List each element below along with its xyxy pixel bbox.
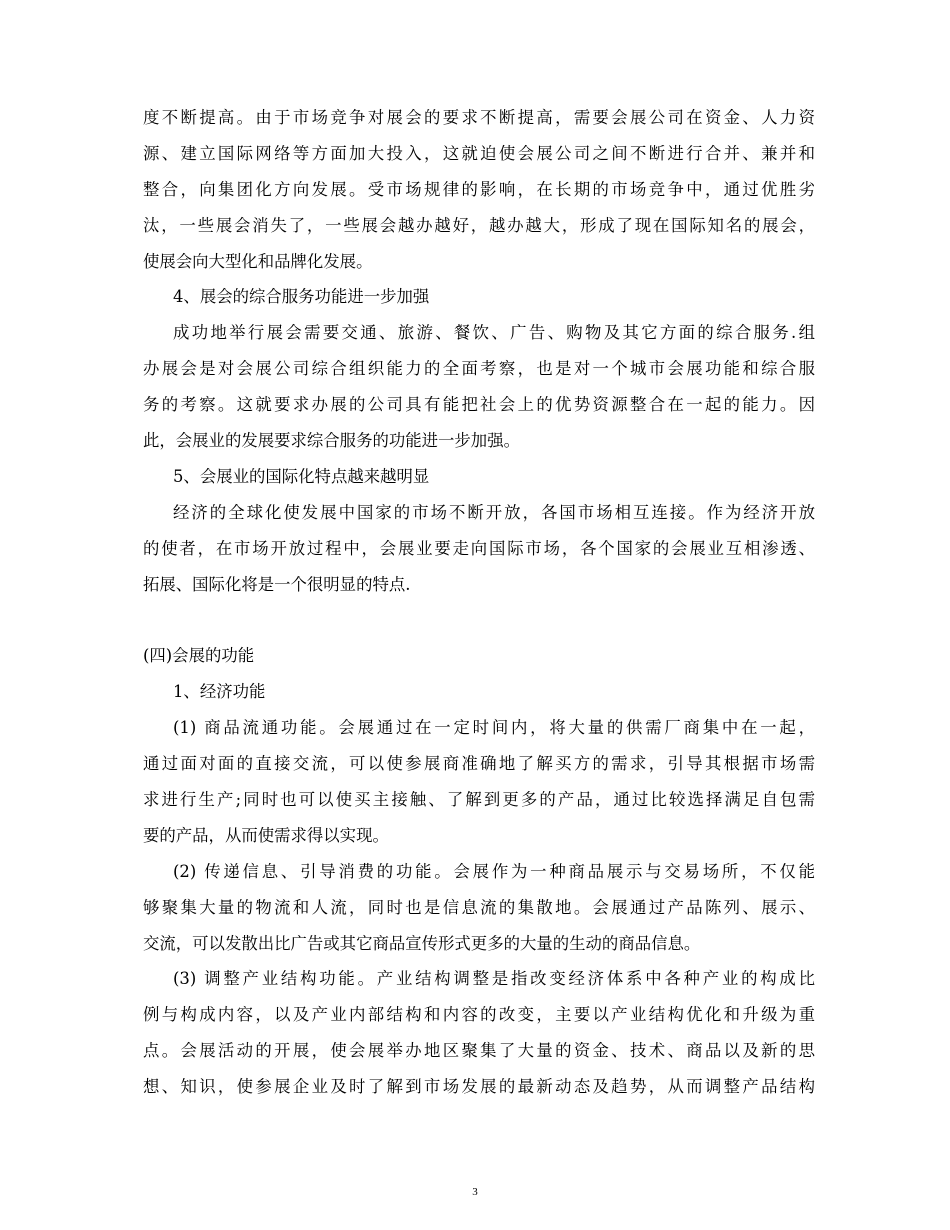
document-body <box>143 100 815 1105</box>
text-line: 使展会向大型化和品牌化发展。 <box>143 251 373 271</box>
paragraph-information-transfer <box>143 854 815 962</box>
text-line: 办展会是对会展公司综合组织能力的全面考察，也是对一个城市会展功能和综合服 <box>143 359 815 379</box>
heading-exhibition-functions <box>143 638 815 674</box>
text-line: 通过面对面的直接交流，可以使参展商准确地了解买方的需求，引导其根据市场需 <box>143 754 815 774</box>
text-line: 例与构成内容，以及产业内部结构和内容的改变，主要以产业结构优化和升级为重 <box>143 1005 815 1025</box>
text-line: 度不断提高。由于市场竞争对展会的要求不断提高，需要会展公司在资金、人力资 <box>143 108 815 127</box>
text-line: 够聚集大量的物流和人流，同时也是信息流的集散地。会展通过产品陈列、展示、 <box>143 897 815 917</box>
heading-economic-function <box>143 674 815 710</box>
text-line: 汰，一些展会消失了，一些展会越办越好，越办越大，形成了现在国际知名的展会， <box>143 215 815 235</box>
heading-comprehensive-service <box>143 279 815 315</box>
text-line: 想、知识，使参展企业及时了解到市场发展的最新动态及趋势，从而调整产品结构 <box>143 1077 815 1097</box>
text-line: 拓展、国际化将是一个很明显的特点. <box>143 574 411 594</box>
paragraph-comprehensive-service <box>143 315 815 459</box>
text-line: (3) 调整产业结构功能。产业结构调整是指改变经济体系中各种产业的构成比 <box>173 969 815 989</box>
text-line: 源、建立国际网络等方面加大投入，这就迫使会展公司之间不断进行合并、兼并和 <box>143 143 815 163</box>
text-line: 经济的全球化使发展中国家的市场不断开放，各国市场相互连接。作为经济开放 <box>173 502 815 522</box>
page-number: 3 <box>472 1186 478 1198</box>
text-line: 成功地举行展会需要交通、旅游、餐饮、广告、购物及其它方面的综合服务.组 <box>173 323 815 343</box>
section-heading: 5、会展业的国际化特点越来越明显 <box>173 466 430 486</box>
text-line: 点。会展活动的开展，使会展举办地区聚集了大量的资金、技术、商品以及新的思 <box>143 1041 815 1061</box>
section-heading: 4、展会的综合服务功能进一步加强 <box>173 287 430 307</box>
text-line: 的使者，在市场开放过程中，会展业要走向国际市场，各个国家的会展业互相渗透、 <box>143 538 815 558</box>
text-line: 求进行生产;同时也可以使买主接触、了解到更多的产品，通过比较选择满足自包需 <box>143 790 815 810</box>
paragraph-development-scale <box>143 100 815 279</box>
paragraph-industrial-structure <box>143 961 815 1105</box>
paragraph-internationalization <box>143 495 815 603</box>
blank-line <box>143 602 815 638</box>
text-line: (2) 传递信息、引导消费的功能。会展作为一种商品展示与交易场所，不仅能 <box>173 861 815 881</box>
chapter-heading: (四)会展的功能 <box>143 646 255 666</box>
text-line: (1) 商品流通功能。会展通过在一定时间内，将大量的供需厂商集中在一起， <box>173 718 815 738</box>
text-line: 整合，向集团化方向发展。受市场规律的影响，在长期的市场竞争中，通过优胜劣 <box>143 179 815 199</box>
paragraph-commodity-circulation <box>143 710 815 854</box>
heading-internationalization <box>143 459 815 495</box>
text-line: 此，会展业的发展要求综合服务的功能进一步加强。 <box>143 431 520 451</box>
section-heading: 1、经济功能 <box>173 682 266 702</box>
text-line: 交流，可以发散出比广告或其它商品宣传形式更多的大量的生动的商品信息。 <box>143 933 701 953</box>
text-line: 务的考察。这就要求办展的公司具有能把社会上的优势资源整合在一起的能力。因 <box>143 395 815 415</box>
text-line: 要的产品，从而使需求得以实现。 <box>143 825 389 845</box>
